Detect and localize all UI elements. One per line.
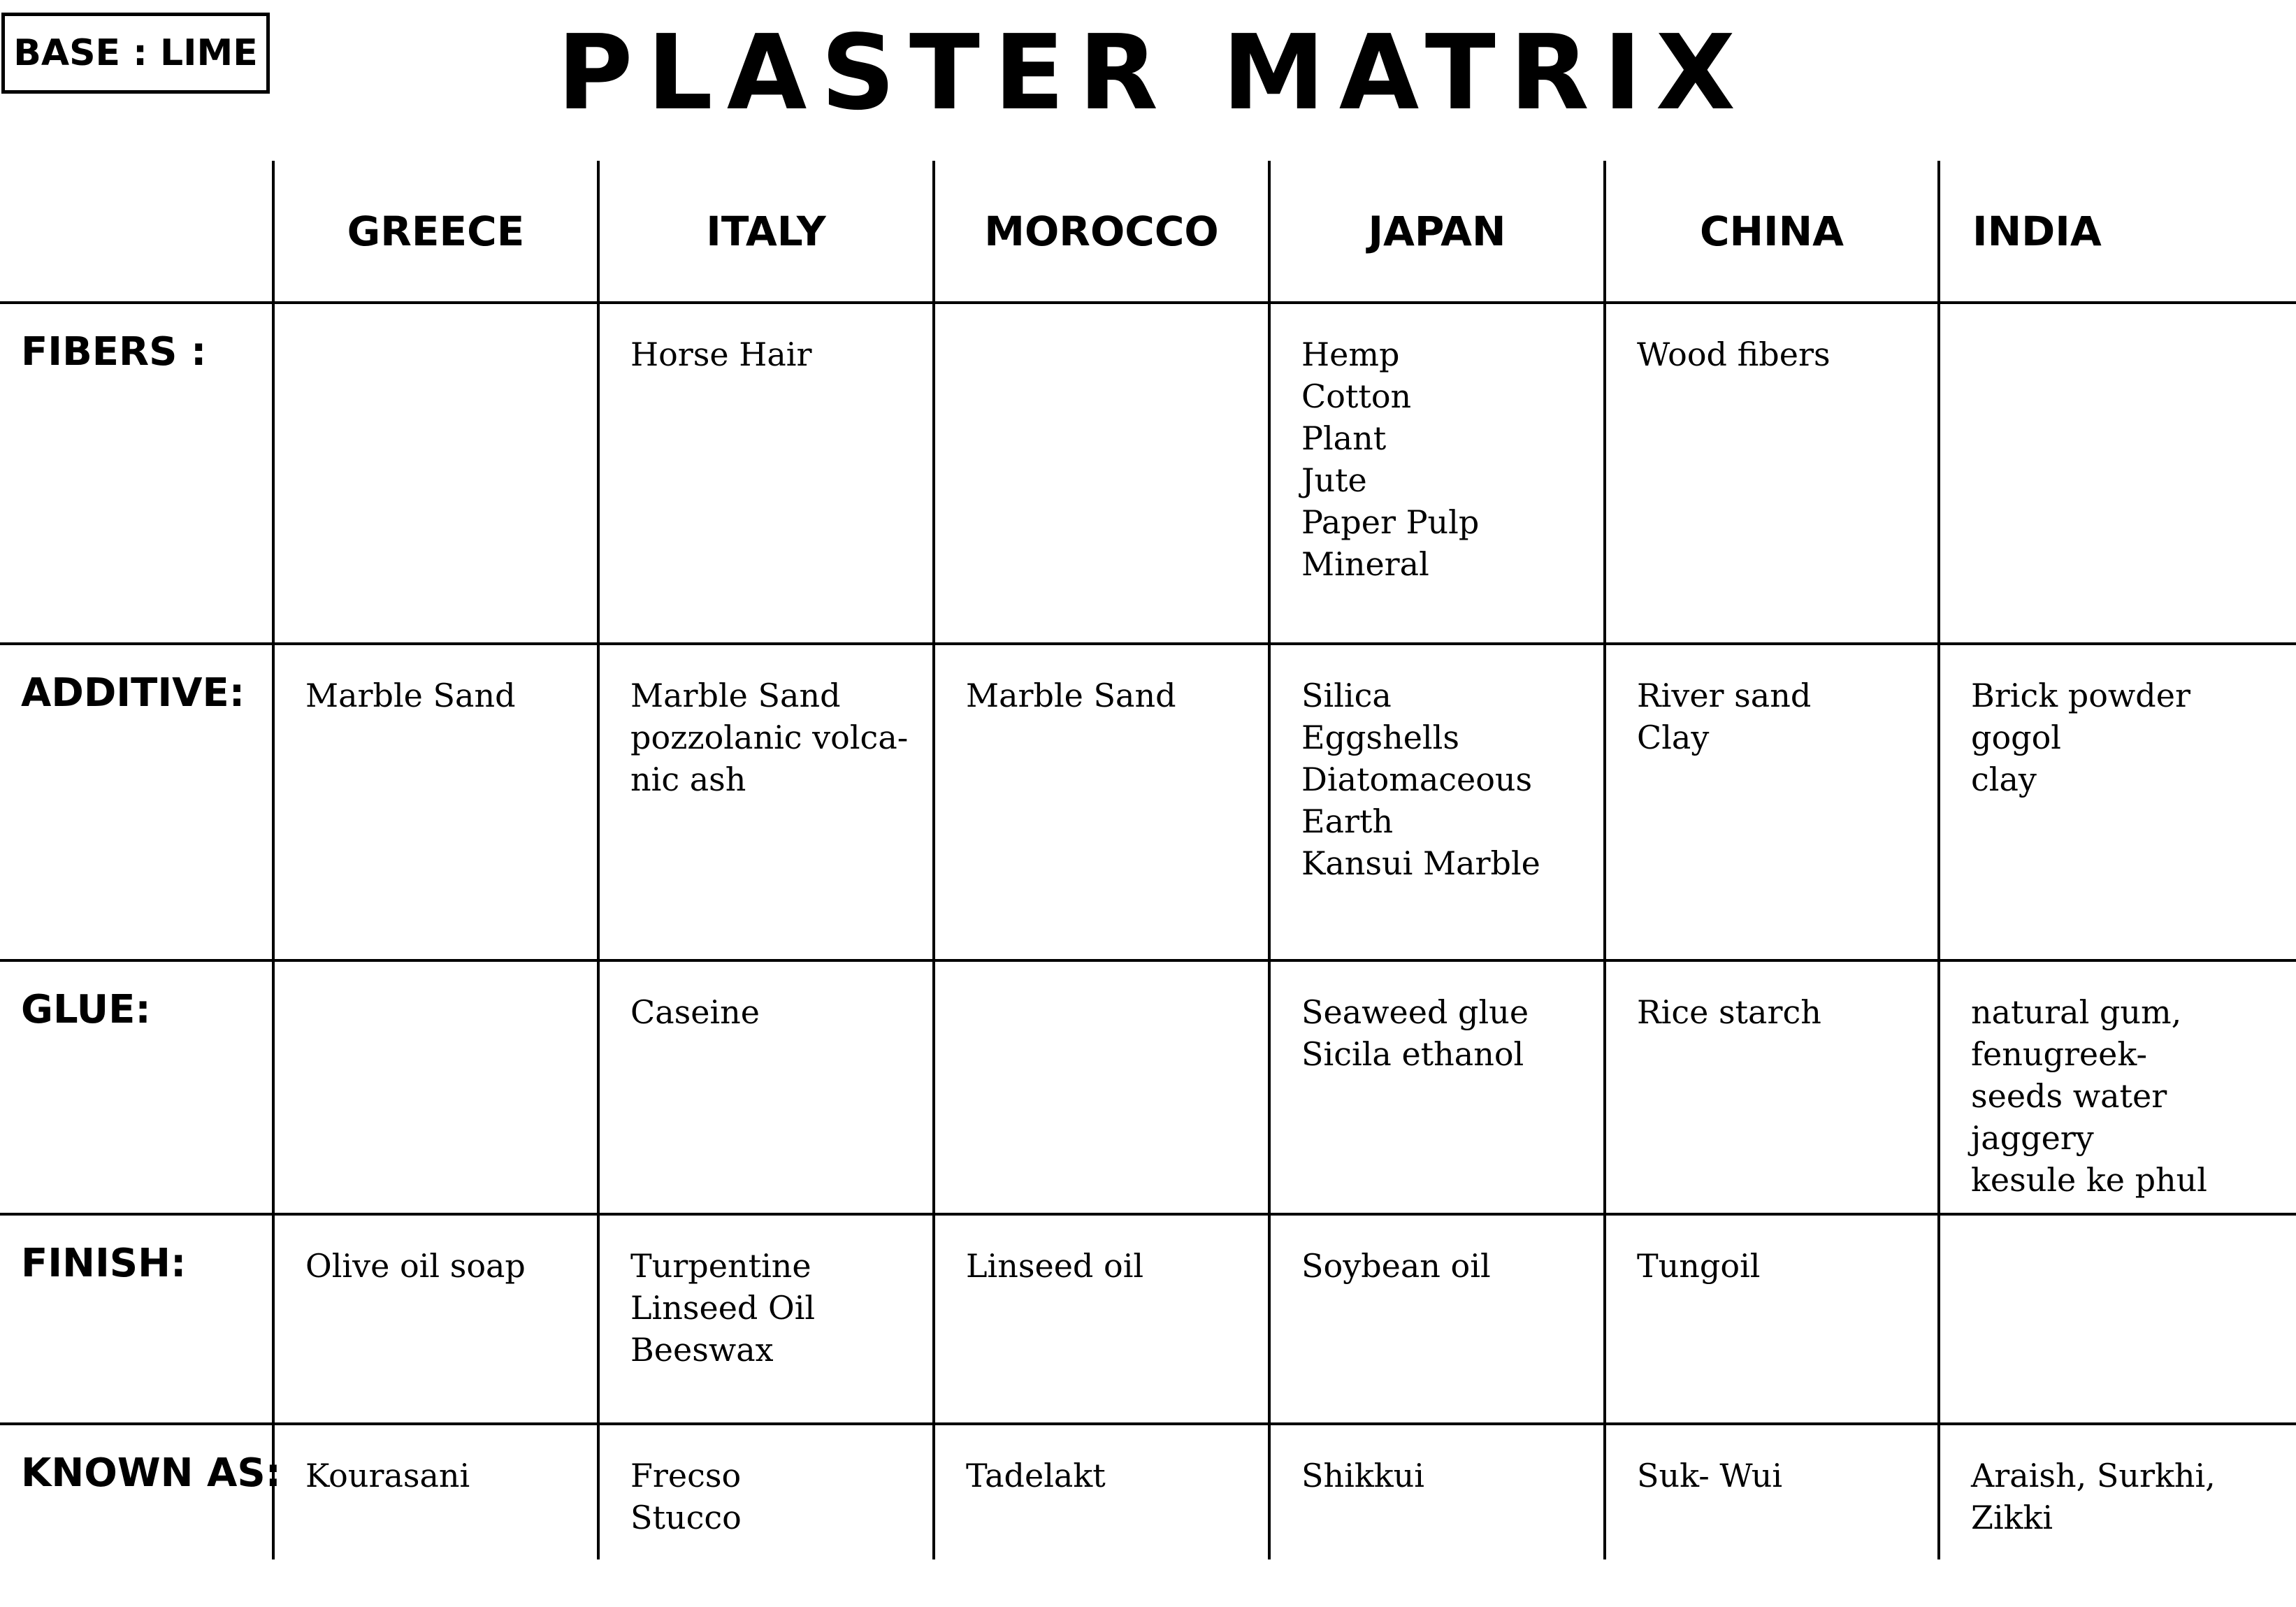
- cell-line: natural gum,: [1971, 993, 2182, 1031]
- cell-additive-greece: [273, 644, 598, 960]
- column-header-label: CHINA: [1699, 207, 1844, 255]
- table-row-finish: [0, 1214, 2296, 1424]
- table-row-known-as: [0, 1424, 2296, 1559]
- cell-line: Tungoil: [1637, 1247, 1761, 1285]
- cell-line: Linseed Oil: [630, 1289, 816, 1327]
- cell-line: jaggery: [1971, 1119, 2094, 1157]
- cell-line: Stucco: [630, 1499, 742, 1536]
- cell-line: Linseed oil: [966, 1247, 1144, 1285]
- cell-additive-china: [1605, 644, 1939, 960]
- cell-fibers-china: [1605, 303, 1939, 644]
- cell-fibers-india: [1939, 303, 2296, 644]
- cell-line: River sand: [1637, 677, 1812, 714]
- column-header-greece: [273, 161, 598, 303]
- table-row-additive: [0, 644, 2296, 960]
- cell-glue-japan: [1269, 960, 1605, 1214]
- corner-cell: [0, 161, 273, 303]
- row-header-additive: ADDITIVE:: [0, 644, 273, 960]
- cell-line: Caseine: [630, 993, 760, 1031]
- column-header-label: GREECE: [347, 207, 525, 255]
- cell-line: gogol: [1971, 719, 2061, 756]
- cell-additive-india: [1939, 644, 2296, 960]
- base-badge: BASE : LIME: [1, 13, 270, 94]
- cell-line: Rice starch: [1637, 993, 1821, 1031]
- cell-line: Marble Sand: [966, 677, 1176, 714]
- cell-line: Brick powder: [1971, 677, 2190, 714]
- cell-line: Olive oil soap: [305, 1247, 526, 1285]
- cell-additive-morocco: [934, 644, 1269, 960]
- cell-known-as-china: [1605, 1424, 1939, 1559]
- cell-line: Plant: [1301, 419, 1387, 457]
- column-header-label: ITALY: [706, 207, 826, 255]
- cell-line: Hemp: [1301, 336, 1400, 373]
- cell-fibers-japan: [1269, 303, 1605, 644]
- column-header-japan: [1269, 161, 1605, 303]
- cell-line: Araish, Surkhi,: [1971, 1457, 2216, 1494]
- cell-known-as-japan: [1269, 1424, 1605, 1559]
- page-title: PLASTER MATRIX: [557, 12, 1749, 133]
- cell-line: Marble Sand: [305, 677, 516, 714]
- cell-line: seeds water: [1971, 1077, 2167, 1115]
- row-header-finish: FINISH:: [0, 1214, 273, 1424]
- cell-glue-italy: [598, 960, 934, 1214]
- cell-known-as-italy: [598, 1424, 934, 1559]
- cell-line: Kourasani: [305, 1457, 470, 1494]
- cell-glue-greece: [273, 960, 598, 1214]
- cell-finish-italy: [598, 1214, 934, 1424]
- cell-line: nic ash: [630, 761, 746, 798]
- table-row-glue: [0, 960, 2296, 1214]
- cell-line: Kansui Marble: [1301, 844, 1540, 882]
- row-header-known-as: KNOWN AS:: [0, 1424, 273, 1559]
- cell-finish-greece: [273, 1214, 598, 1424]
- cell-additive-japan: [1269, 644, 1605, 960]
- cell-line: Silica: [1301, 677, 1392, 714]
- column-header-label: JAPAN: [1368, 207, 1506, 255]
- cell-line: Suk- Wui: [1637, 1457, 1783, 1494]
- cell-fibers-greece: [273, 303, 598, 644]
- cell-line: Seaweed glue: [1301, 993, 1529, 1031]
- cell-fibers-morocco: [934, 303, 1269, 644]
- matrix-body: [0, 303, 2296, 1559]
- cell-glue-china: [1605, 960, 1939, 1214]
- column-header-label: MOROCCO: [984, 207, 1219, 255]
- cell-finish-morocco: [934, 1214, 1269, 1424]
- cell-line: Shikkui: [1301, 1457, 1424, 1494]
- cell-line: Earth: [1301, 802, 1394, 840]
- table-row-fibers: [0, 303, 2296, 644]
- column-header-label: INDIA: [1972, 207, 2102, 255]
- cell-glue-morocco: [934, 960, 1269, 1214]
- cell-line: Jute: [1301, 461, 1367, 499]
- cell-finish-china: [1605, 1214, 1939, 1424]
- column-header-china: [1605, 161, 1939, 303]
- column-header-morocco: [934, 161, 1269, 303]
- cell-line: kesule ke phul: [1971, 1161, 2208, 1199]
- cell-line: Diatomaceous: [1301, 761, 1533, 798]
- cell-line: Turpentine: [630, 1247, 811, 1285]
- cell-glue-india: [1939, 960, 2296, 1214]
- cell-line: Paper Pulp: [1301, 503, 1480, 541]
- cell-line: Mineral: [1301, 545, 1429, 583]
- cell-line: Beeswax: [630, 1331, 774, 1369]
- row-header-glue: GLUE:: [0, 960, 273, 1214]
- plaster-matrix-table: [0, 161, 2296, 1559]
- cell-line: Wood fibers: [1637, 336, 1831, 373]
- cell-line: Horse Hair: [630, 336, 812, 373]
- cell-known-as-india: [1939, 1424, 2296, 1559]
- cell-known-as-greece: [273, 1424, 598, 1559]
- column-header-india: [1939, 161, 2296, 303]
- row-header-fibers: FIBERS :: [0, 303, 273, 644]
- cell-line: clay: [1971, 761, 2037, 798]
- cell-line: fenugreek-: [1971, 1035, 2147, 1073]
- cell-line: Clay: [1637, 719, 1710, 756]
- cell-line: pozzolanic volca-: [630, 719, 909, 756]
- column-header-italy: [598, 161, 934, 303]
- cell-line: Zikki: [1971, 1499, 2053, 1536]
- cell-known-as-morocco: [934, 1424, 1269, 1559]
- cell-line: Frecso: [630, 1457, 742, 1494]
- cell-line: Marble Sand: [630, 677, 841, 714]
- cell-line: Cotton: [1301, 377, 1412, 415]
- cell-fibers-italy: [598, 303, 934, 644]
- header-row: [0, 161, 2296, 303]
- cell-line: Soybean oil: [1301, 1247, 1491, 1285]
- cell-line: Sicila ethanol: [1301, 1035, 1524, 1073]
- cell-line: Tadelakt: [966, 1457, 1106, 1494]
- cell-finish-india: [1939, 1214, 2296, 1424]
- cell-line: Eggshells: [1301, 719, 1459, 756]
- cell-additive-italy: [598, 644, 934, 960]
- cell-finish-japan: [1269, 1214, 1605, 1424]
